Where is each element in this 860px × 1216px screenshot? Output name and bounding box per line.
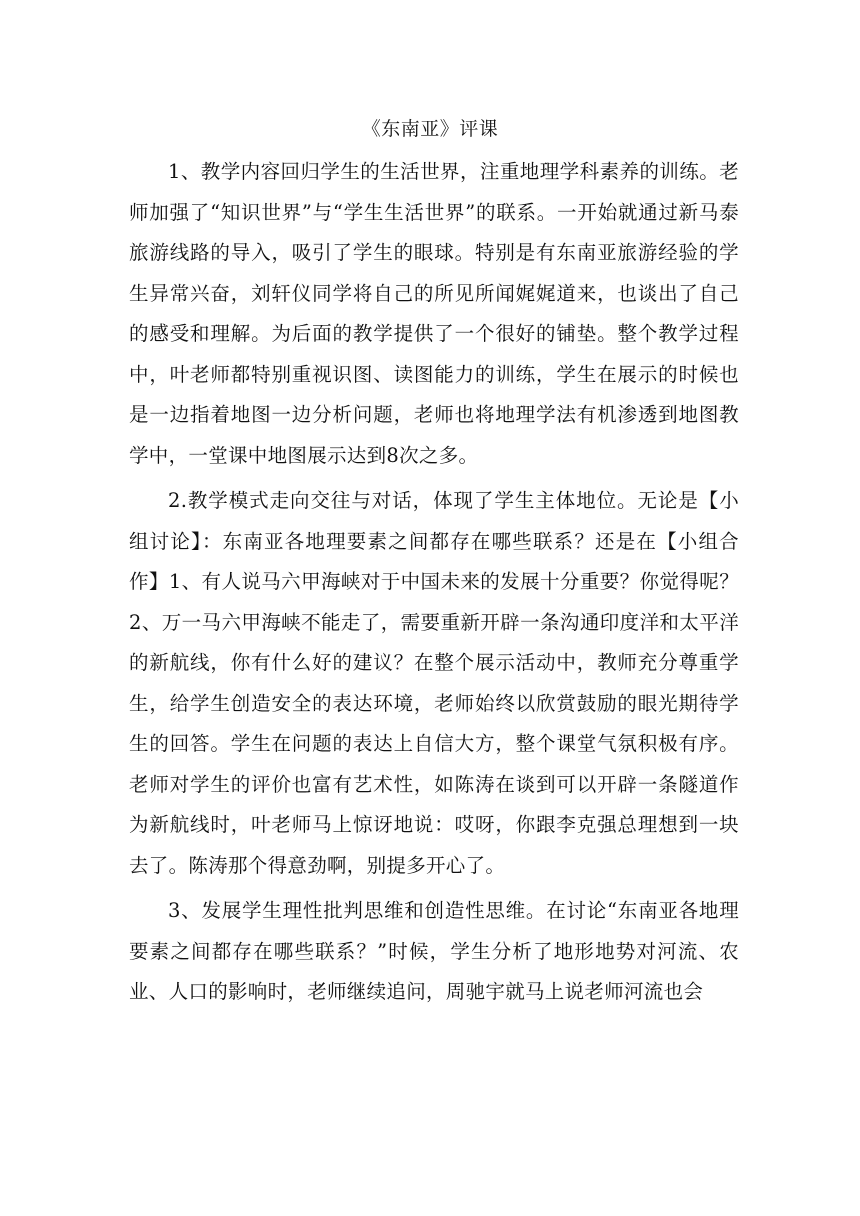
- paragraph-1: 1、教学内容回归学生的生活世界，注重地理学科素养的训练。老师加强了“知识世界”与“学生生活世界”的联系。一开始就通过新马泰旅游线路的导入，吸引了学生的眼球。特别是有东南亚旅游经验的学生异常兴奋，刘轩仪同学将自己的所见所闻娓娓道来，也谈出了自己的感受和理解。为后面的教学提供了一个很好的铺垫。整个教学过程中，叶老师都特别重视识图、读图能力的训练，学生在展示的时候也是一边指着地图一边分析问题，老师也将地理学法有机渗透到地图教学中，一堂课中地图展示达到8次之多。: [129, 160, 739, 467]
- document-title: 《东南亚》评课: [361, 118, 499, 140]
- paragraph-2: 2.教学模式走向交往与对话，体现了学生主体地位。无论是【小组讨论】：东南亚各地理要素之间都存在哪些联系？还是在【小组合作】1、有人说马六甲海峡对于中国未来的发展十分重要？你觉得呢？2、万一马六甲海峡不能走了，需要重新开辟一条沟通印度洋和太平洋的新航线，你有什么好的建议？在整个展示活动中，教师充分尊重学生，给学生创造安全的表达环境，老师始终以欣赏鼓励的眼光期待学生的回答。学生在问题的表达上自信大方，整个课堂气氛积极有序。老师对学生的评价也富有艺术性，如陈涛在谈到可以开辟一条隧道作为新航线时，叶老师马上惊讶地说：哎呀，你跟李克强总理想到一块去了。陈涛那个得意劲啊，别提多开心了。: [129, 489, 739, 877]
- document-body: [129, 152, 739, 1013]
- paragraph-3: 3、发展学生理性批判思维和创造性思维。在讨论“东南亚各地理要素之间都存在哪些联系？”时候，学生分析了地形地势对河流、农业、人口的影响时，老师继续追问，周驰宇就马上说老师河流也会: [129, 899, 739, 1003]
